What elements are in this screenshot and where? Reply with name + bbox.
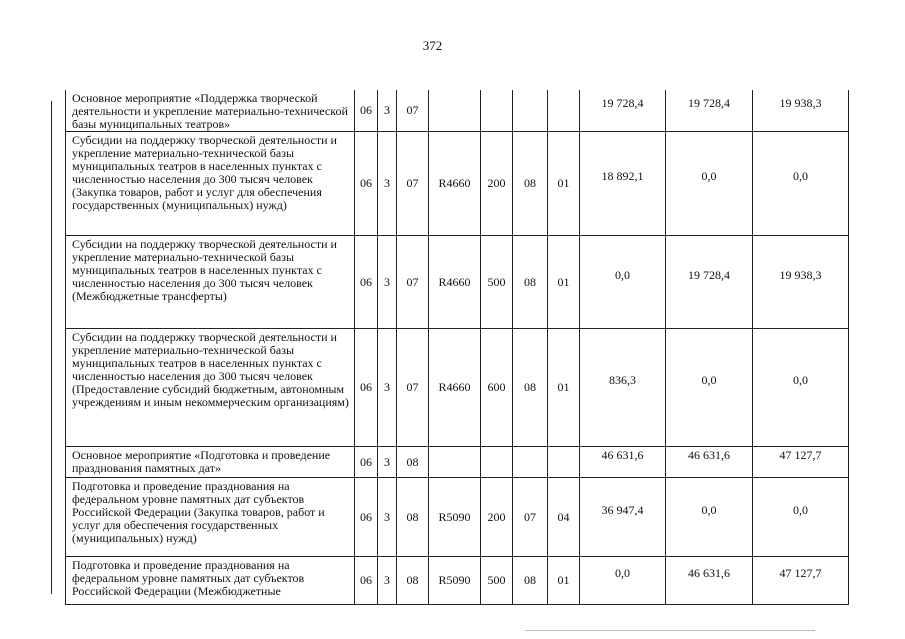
code-cell — [429, 447, 481, 478]
code-cell — [548, 447, 580, 478]
amount-cell: 0,0 — [666, 478, 753, 557]
table-row — [66, 132, 849, 236]
code-cell — [481, 447, 513, 478]
budget-table — [65, 90, 849, 605]
amount-cell: 836,3 — [580, 329, 666, 447]
row-description: Основное мероприятие «Поддержка творческой деятельности и укрепление материально-технической базы муниципальных театров» — [66, 90, 355, 132]
code-cell: 01 — [548, 557, 580, 605]
code-cell: 200 — [481, 132, 513, 236]
code-cell: 500 — [481, 236, 513, 329]
page-number: 372 — [422, 38, 443, 53]
code-cell: 06 — [355, 478, 378, 557]
table-row — [66, 557, 849, 605]
code-cell: 08 — [513, 557, 548, 605]
code-cell: 07 — [397, 90, 429, 132]
row-description: Основное мероприятие «Подготовка и проведение празднования памятных дат» — [66, 447, 355, 478]
code-cell: 08 — [513, 329, 548, 447]
code-cell: 08 — [397, 557, 429, 605]
code-cell: 07 — [397, 236, 429, 329]
code-cell: 01 — [548, 329, 580, 447]
code-cell: 06 — [355, 132, 378, 236]
table-row — [66, 236, 849, 329]
code-cell — [513, 90, 548, 132]
code-cell: 3 — [378, 132, 397, 236]
code-cell: 01 — [548, 236, 580, 329]
code-cell: 08 — [397, 478, 429, 557]
code-cell — [513, 447, 548, 478]
amount-cell: 0,0 — [753, 132, 849, 236]
code-cell: 04 — [548, 478, 580, 557]
code-cell: 08 — [513, 236, 548, 329]
code-cell: 600 — [481, 329, 513, 447]
table-row — [66, 478, 849, 557]
table-row — [66, 447, 849, 478]
code-cell: 08 — [397, 447, 429, 478]
code-cell: R5090 — [429, 557, 481, 605]
code-cell: 3 — [378, 447, 397, 478]
page-bottom-rule — [525, 630, 815, 631]
amount-cell: 36 947,4 — [580, 478, 666, 557]
amount-cell: 19 938,3 — [753, 90, 849, 132]
code-cell: 200 — [481, 478, 513, 557]
table-row — [66, 329, 849, 447]
code-cell: R4660 — [429, 236, 481, 329]
amount-cell: 19 728,4 — [666, 236, 753, 329]
code-cell — [481, 90, 513, 132]
code-cell: 3 — [378, 329, 397, 447]
row-description: Субсидии на поддержку творческой деятельности и укрепление материально-технической базы муниципальных театров в населенных пунктах с численностью населения до 300 тысяч человек (Закупка товаров, работ и услуг для обеспечения государственных (муниципальных) нужд) — [66, 132, 355, 236]
code-cell: R4660 — [429, 329, 481, 447]
code-cell: 3 — [378, 236, 397, 329]
code-cell: 3 — [378, 90, 397, 132]
code-cell: 06 — [355, 329, 378, 447]
amount-cell: 0,0 — [580, 236, 666, 329]
code-cell — [429, 90, 481, 132]
amount-cell: 0,0 — [753, 329, 849, 447]
amount-cell: 47 127,7 — [753, 557, 849, 605]
code-cell: 07 — [513, 478, 548, 557]
code-cell: 06 — [355, 90, 378, 132]
amount-cell: 46 631,6 — [666, 557, 753, 605]
amount-cell: 19 938,3 — [753, 236, 849, 329]
code-cell: 07 — [397, 329, 429, 447]
amount-cell: 0,0 — [666, 132, 753, 236]
code-cell: 07 — [397, 132, 429, 236]
row-description: Субсидии на поддержку творческой деятельности и укрепление материально-технической базы муниципальных театров в населенных пунктах с численностью населения до 300 тысяч человек (Межбюджетные трансферты) — [66, 236, 355, 329]
amount-cell: 19 728,4 — [666, 90, 753, 132]
amount-cell: 46 631,6 — [666, 447, 753, 478]
row-description: Подготовка и проведение празднования на федеральном уровне памятных дат субъектов Российской Федерации (Межбюджетные — [66, 557, 355, 605]
code-cell: 3 — [378, 478, 397, 557]
amount-cell: 18 892,1 — [580, 132, 666, 236]
amount-cell: 0,0 — [666, 329, 753, 447]
code-cell — [548, 90, 580, 132]
code-cell: 3 — [378, 557, 397, 605]
left-margin-rule — [51, 101, 52, 594]
code-cell: 08 — [513, 132, 548, 236]
code-cell: 500 — [481, 557, 513, 605]
code-cell: 06 — [355, 236, 378, 329]
row-description: Субсидии на поддержку творческой деятельности и укрепление материально-технической базы муниципальных театров в населенных пунктах с численностью населения до 300 тысяч человек (Предоставление субсидий бюджетным, автономным учреждениям и иным некоммерческим организациям) — [66, 329, 355, 447]
code-cell: 06 — [355, 557, 378, 605]
amount-cell: 0,0 — [753, 478, 849, 557]
code-cell: 01 — [548, 132, 580, 236]
amount-cell: 46 631,6 — [580, 447, 666, 478]
code-cell: 06 — [355, 447, 378, 478]
amount-cell: 47 127,7 — [753, 447, 849, 478]
code-cell: R4660 — [429, 132, 481, 236]
code-cell: R5090 — [429, 478, 481, 557]
row-description: Подготовка и проведение празднования на федеральном уровне памятных дат субъектов Российской Федерации (Закупка товаров, работ и услуг для обеспечения государственных (муниципальных) нужд) — [66, 478, 355, 557]
table-row — [66, 90, 849, 132]
amount-cell: 19 728,4 — [580, 90, 666, 132]
amount-cell: 0,0 — [580, 557, 666, 605]
